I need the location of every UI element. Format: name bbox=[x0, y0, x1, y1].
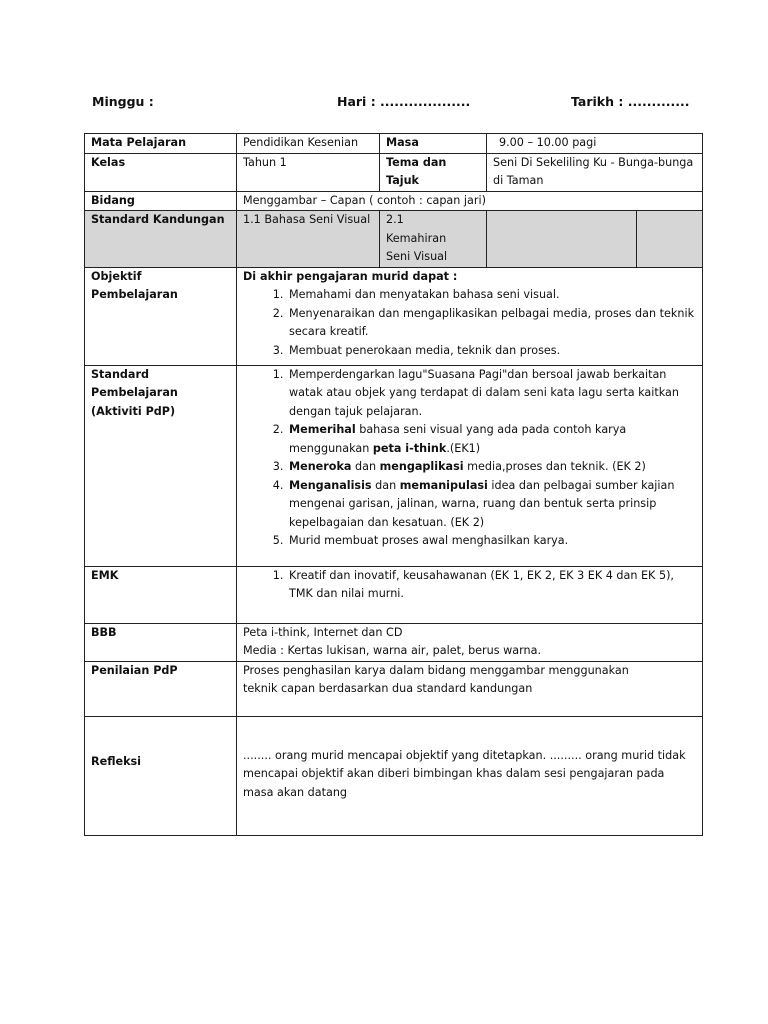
kelas-value: Tahun 1 bbox=[237, 153, 380, 191]
standard-kandungan-label: Standard Kandungan bbox=[85, 211, 237, 268]
aktiviti-keyword: memanipulasi bbox=[399, 478, 488, 492]
tema-label: Tema dan Tajuk bbox=[380, 153, 487, 191]
mata-pelajaran-label: Mata Pelajaran bbox=[85, 134, 237, 154]
sk-empty-2 bbox=[637, 211, 703, 268]
tema-value: Seni Di Sekeliling Ku - Bunga-bunga di Taman bbox=[487, 153, 703, 191]
aktiviti-text: bahasa seni visual yang ada pada contoh karya menggunakan bbox=[289, 423, 627, 455]
row-kelas bbox=[85, 153, 703, 191]
objektif-item: 2. Menyenaraikan dan mengaplikasikan pelbagai media, proses dan teknik secara kreatif. bbox=[287, 305, 696, 342]
row-mata-pelajaran bbox=[85, 134, 703, 154]
aktiviti-text: media,proses dan teknik. (EK 2) bbox=[463, 460, 646, 473]
aktiviti-text: dan bbox=[351, 460, 380, 473]
objektif-intro: Di akhir pengajaran murid dapat : bbox=[243, 269, 458, 283]
objektif-item: 3. Membuat penerokaan media, teknik dan proses. bbox=[287, 342, 696, 361]
lesson-plan-table bbox=[84, 133, 703, 836]
emk-list bbox=[243, 567, 696, 604]
aktiviti-text: dan bbox=[371, 478, 400, 492]
mata-pelajaran-value: Pendidikan Kesenian bbox=[237, 134, 380, 154]
objektif-list bbox=[243, 286, 696, 360]
bidang-label: Bidang bbox=[85, 191, 237, 211]
objektif-item: 1. Memahami dan menyatakan bahasa seni visual. bbox=[287, 286, 696, 305]
bbb-line: Peta i-think, Internet dan CD bbox=[243, 625, 403, 639]
aktiviti-keyword: Memerihal bbox=[289, 423, 356, 436]
row-emk bbox=[85, 566, 703, 623]
hari-label: Hari : ................... bbox=[337, 94, 471, 109]
penilaian-line: teknik capan berdasarkan dua standard kandungan bbox=[243, 682, 533, 695]
aktiviti-item bbox=[287, 477, 696, 533]
row-bbb bbox=[85, 623, 703, 661]
refleksi-content: ........ orang murid mencapai objektif yang ditetapkan. ......... orang murid tidak mencapai objektif akan diberi bimbingan khas dalam sesi pengajaran pada masa akan datang bbox=[237, 716, 703, 835]
emk-item: 1. Kreatif dan inovatif, keusahawanan (EK 1, EK 2, EK 3 EK 4 dan EK 5), TMK dan nilai murni. bbox=[287, 567, 696, 604]
minggu-label: Minggu : bbox=[92, 94, 154, 109]
kelas-label: Kelas bbox=[85, 153, 237, 191]
sk-1: 1.1 Bahasa Seni Visual bbox=[237, 211, 380, 268]
bbb-content bbox=[237, 623, 703, 661]
aktiviti-keyword: Meneroka bbox=[289, 460, 352, 473]
row-standard-kandungan bbox=[85, 211, 703, 268]
bbb-label: BBB bbox=[85, 623, 237, 661]
standard-pembelajaran-content bbox=[237, 365, 703, 566]
sk-empty-1 bbox=[487, 211, 637, 268]
sk-2: 2.1 Kemahiran Seni Visual bbox=[380, 211, 487, 268]
aktiviti-item bbox=[287, 421, 696, 458]
objektif-content bbox=[237, 267, 703, 365]
penilaian-content bbox=[237, 661, 703, 716]
refleksi-label: Refleksi bbox=[85, 716, 237, 835]
penilaian-line: Proses penghasilan karya dalam bidang menggambar menggunakan bbox=[243, 663, 629, 677]
masa-label: Masa bbox=[380, 134, 487, 154]
emk-content bbox=[237, 566, 703, 623]
aktiviti-keyword: mengaplikasi bbox=[379, 460, 464, 473]
aktiviti-keyword: peta i-think bbox=[372, 441, 447, 455]
masa-value: 9.00 – 10.00 pagi bbox=[487, 134, 703, 154]
bidang-value: Menggambar – Capan ( contoh : capan jari) bbox=[237, 191, 703, 211]
standard-pembelajaran-label: Standard Pembelajaran (Aktiviti PdP) bbox=[85, 365, 237, 566]
aktiviti-text: .(EK1) bbox=[446, 441, 481, 455]
row-standard-pembelajaran bbox=[85, 365, 703, 566]
row-bidang bbox=[85, 191, 703, 211]
aktiviti-item bbox=[287, 458, 696, 477]
objektif-label: Objektif Pembelajaran bbox=[85, 267, 237, 365]
aktiviti-text: idea dan pelbagai sumber kajian mengenai garisan, jalinan, warna, ruang dan bentuk serta prinsip kepelbagaian dan kesatuan. (EK 2) bbox=[289, 478, 675, 529]
tarikh-label: Tarikh : ............. bbox=[571, 94, 690, 109]
aktiviti-keyword: Menganalisis bbox=[289, 478, 372, 492]
row-refleksi bbox=[85, 716, 703, 835]
row-penilaian bbox=[85, 661, 703, 716]
row-objektif bbox=[85, 267, 703, 365]
aktiviti-item: 5. Murid membuat proses awal menghasilkan karya. bbox=[287, 532, 696, 551]
bbb-line: Media : Kertas lukisan, warna air, palet, berus warna. bbox=[243, 644, 542, 657]
aktiviti-list bbox=[243, 366, 696, 551]
emk-label: EMK bbox=[85, 566, 237, 623]
aktiviti-item: 1. Memperdengarkan lagu"Suasana Pagi"dan bersoal jawab berkaitan watak atau objek yang terdapat di dalam seni kata lagu serta kaitkan dengan tajuk pelajaran. bbox=[287, 366, 696, 422]
penilaian-label: Penilaian PdP bbox=[85, 661, 237, 716]
